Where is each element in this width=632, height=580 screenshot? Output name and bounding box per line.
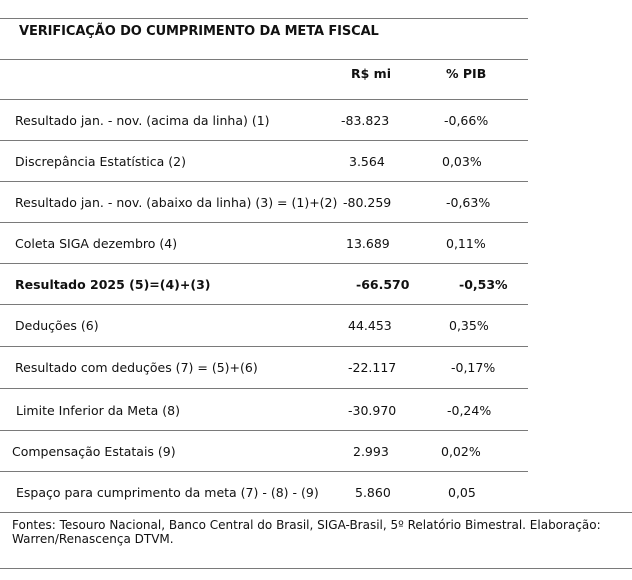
row-pct: 0,35% [449, 318, 489, 333]
row-label: Resultado jan. - nov. (abaixo da linha) (3) = (1)+(2) [15, 195, 338, 210]
row-value: 3.564 [349, 154, 385, 169]
row-value: 44.453 [348, 318, 392, 333]
row-pct: 0,11% [446, 236, 486, 251]
row-pct: 0,05 [448, 485, 476, 500]
footer-top-border [0, 512, 632, 513]
table-row [0, 305, 528, 346]
table-row [0, 472, 528, 513]
row-label: Coleta SIGA dezembro (4) [15, 236, 178, 251]
table-row-highlight [0, 264, 528, 305]
table-title: VERIFICAÇÃO DO CUMPRIMENTO DA META FISCAL [19, 24, 379, 39]
row-label: Resultado jan. - nov. (acima da linha) (1) [15, 113, 270, 128]
column-header-value: R$ mi [351, 66, 391, 81]
row-pct: -0,17% [451, 360, 496, 375]
row-value: 2.993 [353, 444, 389, 459]
row-label: Limite Inferior da Meta (8) [16, 403, 181, 418]
row-pct: 0,03% [442, 154, 482, 169]
table-row [0, 141, 528, 182]
row-value: -80.259 [343, 195, 392, 210]
source-note: Fontes: Tesouro Nacional, Banco Central do Brasil, SIGA-Brasil, 5º Relatório Bimestral. Elaboração: Warren/Renascença DTVM. [12, 518, 601, 546]
row-pct: -0,63% [446, 195, 491, 210]
row-pct: -0,24% [447, 403, 492, 418]
row-label: Espaço para cumprimento da meta (7) - (8) - (9) [16, 485, 319, 500]
row-label: Discrepância Estatística (2) [15, 154, 186, 169]
table-row [0, 223, 528, 264]
row-value: 5.860 [355, 485, 391, 500]
row-label: Compensação Estatais (9) [12, 444, 176, 459]
row-value: -22.117 [348, 360, 397, 375]
table-row [0, 390, 528, 431]
table-row [0, 182, 528, 223]
row-divider [0, 388, 528, 389]
row-pct: -0,66% [444, 113, 489, 128]
row-label: Resultado 2025 (5)=(4)+(3) [15, 277, 211, 292]
table-row [0, 431, 528, 472]
table-top-border [0, 18, 528, 19]
row-pct: 0,02% [441, 444, 481, 459]
row-label: Deduções (6) [15, 318, 99, 333]
title-divider [0, 59, 528, 60]
row-value: -66.570 [356, 277, 410, 292]
row-label: Resultado com deduções (7) = (5)+(6) [15, 360, 258, 375]
row-value: 13.689 [346, 236, 390, 251]
row-value: -83.823 [341, 113, 390, 128]
column-header-pct: % PIB [446, 66, 487, 81]
table-row [0, 347, 528, 388]
row-pct: -0,53% [459, 277, 508, 292]
table-row [0, 100, 528, 141]
footer-bottom-border [0, 568, 632, 569]
row-value: -30.970 [348, 403, 397, 418]
